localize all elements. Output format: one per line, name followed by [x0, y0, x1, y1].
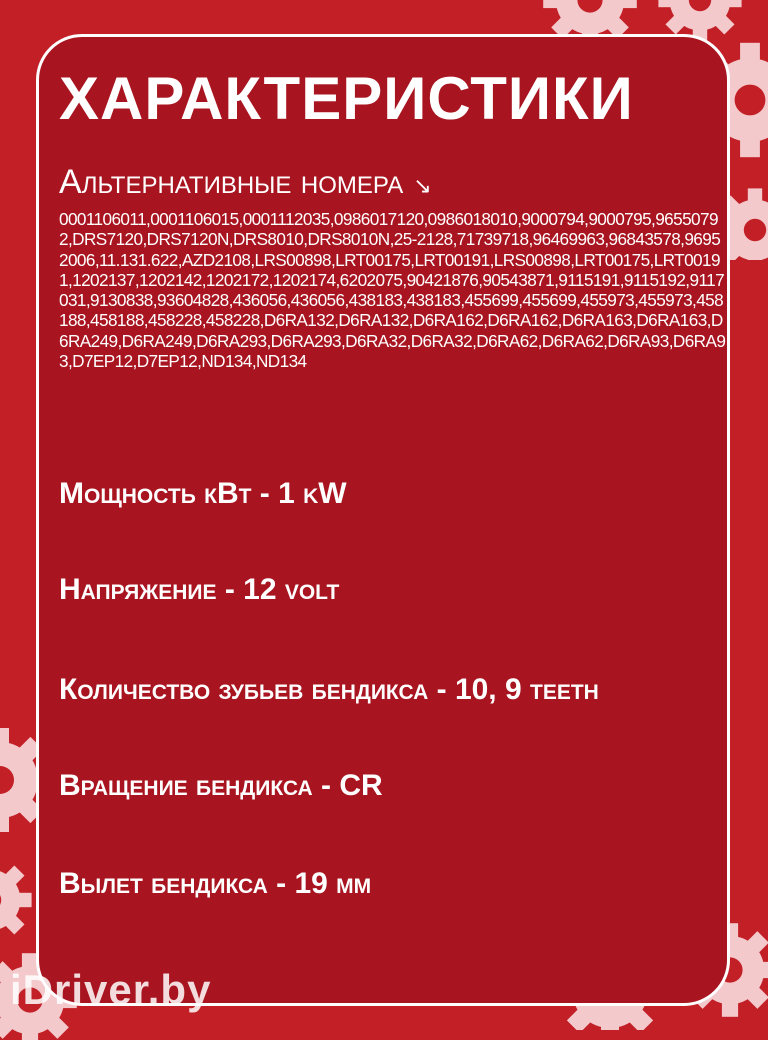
spec-voltage: Напряжение - 12 volt	[59, 573, 340, 606]
heading-initial: А	[59, 163, 82, 201]
alternative-numbers-list: 0001106011,0001106015,0001112035,0986017120,0986018010,9000794,9000795,96550792,DRS7120,DRS7120N,DRS8010,DRS8010N,25-2128,71739718,96469963,96843578,96952006,11.131.622,AZD2108,LRS00898,LRT00175,LRT00191,LRS00898,LRT00175,LRT00191,1202137,1202142,1202172,1202174,6202075,90421876,90543871,9115191,9115192,9117031,9130838,93604828,436056,436056,438183,438183,455699,455699,455973,455973,458188,458188,458228,458228,D6RA132,D6RA132,D6RA162,D6RA162,D6RA163,D6RA163,D6RA249,D6RA249,D6RA293,D6RA293,D6RA32,D6RA32,D6RA62,D6RA62,D6RA93,D6RA93,D7EP12,D7EP12,ND134,ND134	[59, 209, 726, 372]
page-title: ХАРАКТЕРИСТИКИ	[59, 65, 634, 132]
watermark-logo: iDriver.by	[10, 966, 212, 1013]
spec-power: Мощность кВт - 1 kW	[59, 477, 347, 510]
alternative-numbers-heading	[59, 165, 432, 199]
spec-bendix-rotation: Вращение бендикса - CR	[59, 769, 383, 802]
spec-bendix-teeth: Количество зубьев бендикса - 10, 9 teeth	[59, 673, 599, 706]
spec-bendix-offset: Вылет бендикса - 19 мм	[59, 867, 372, 900]
arrow-down-right-icon: ↘	[413, 173, 432, 198]
characteristics-card	[36, 34, 730, 1006]
heading-rest: льтернативные номера	[81, 163, 404, 201]
